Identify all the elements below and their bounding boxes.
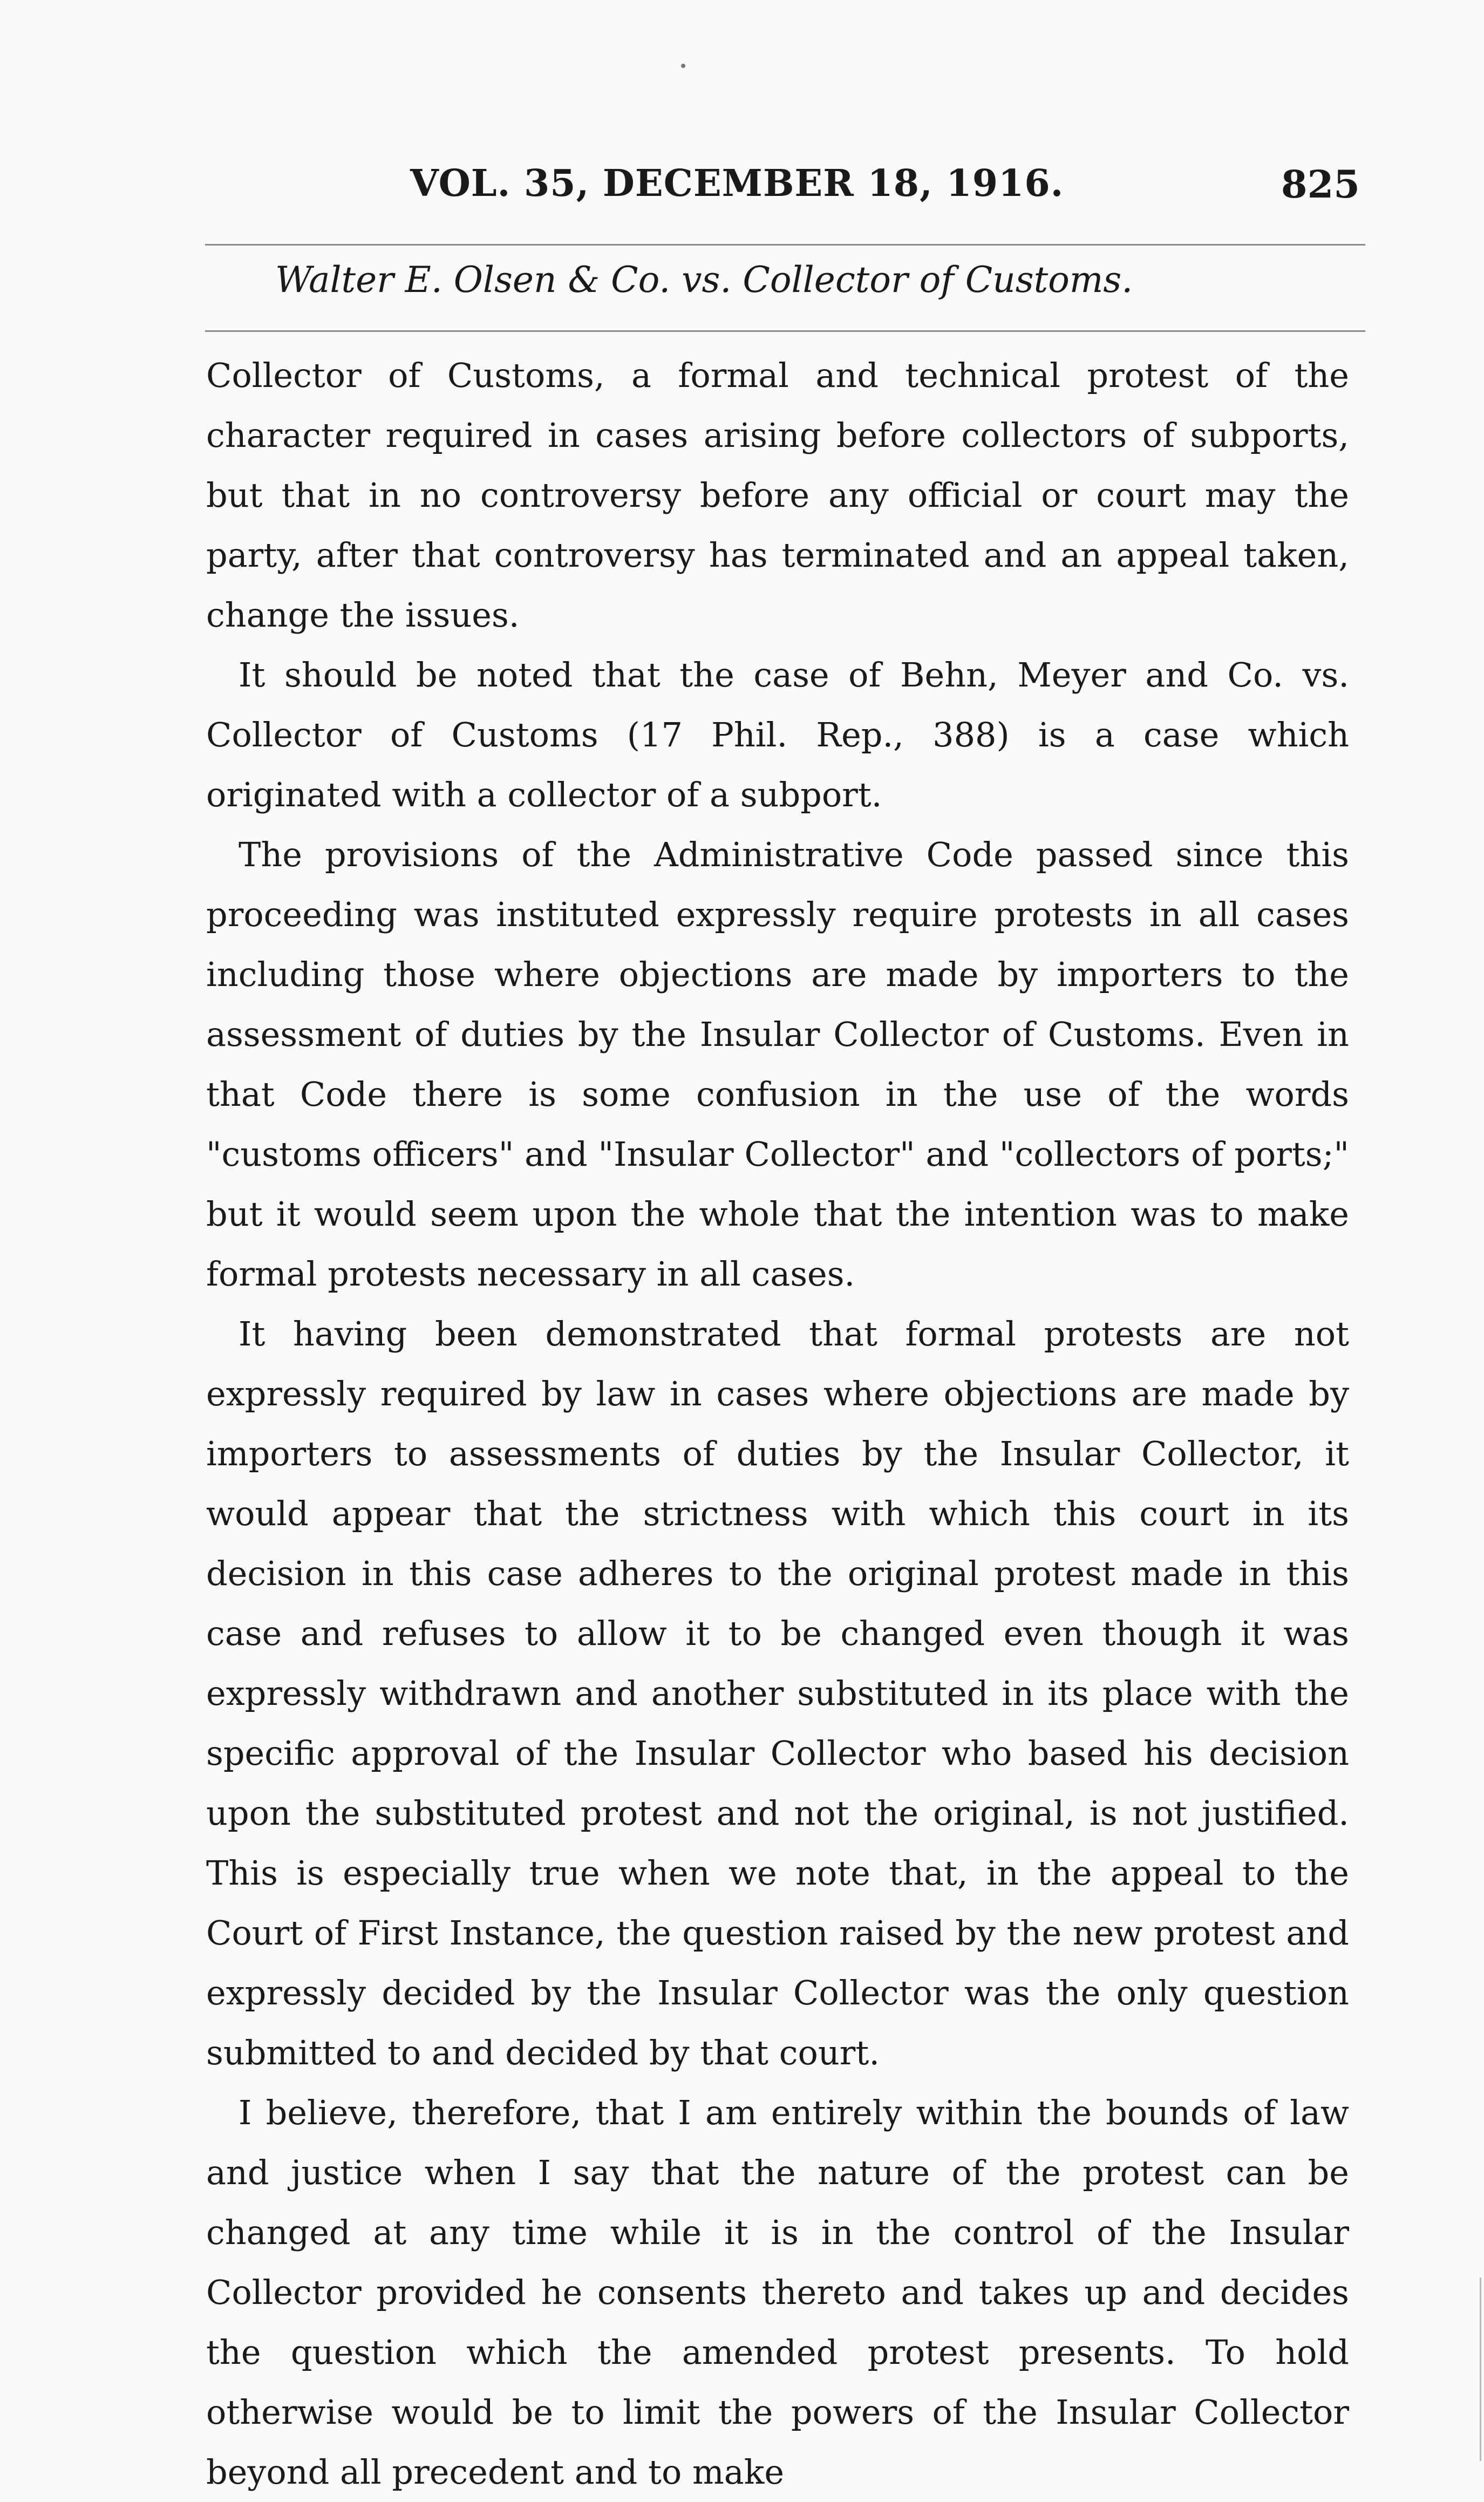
paragraph: Collector of Customs, a formal and technical protest of the character required in cases arising before collectors of subports, but that in no controversy before any official or court may the party, after that controversy has terminated and an appeal taken, change the issues.: [206, 356, 1349, 635]
paragraph: It having been demonstrated that formal protests are not expressly required by law in cases where objections are made by importers to assessments of duties by the Insular Collector, it would appear that the strictness with which this court in its decision in this case adheres to the original protest made in this case and refuses to allow it to be changed even though it was expressly withdrawn and another substituted in its place with the specific approval of the Insular Collector who based his decision upon the substituted protest and not the original, is not justified. This is especially true when we note that, in the appeal to the Court of First Instance, the question raised by the new protest and expressly decided by the Insular Collector was the only question submitted to and decided by that court.: [206, 1314, 1349, 2072]
header-rule-bottom: [205, 330, 1365, 332]
running-header: [194, 162, 1371, 248]
paragraph: It should be noted that the case of Behn, Meyer and Co. vs. Collector of Customs (17 Phil. Rep., 388) is a case which originated with a collector of a subport.: [206, 655, 1349, 814]
paragraph: I believe, therefore, that I am entirely within the bounds of law and justice when I say that the nature of the protest can be changed at any time while it is in the control of the Insular Collector provided he consents thereto and takes up and decides the question which the amended protest presents. To hold otherwise would be to limit the powers of the Insular Collector beyond all precedent and to make: [206, 2093, 1349, 2492]
scan-speck: [681, 64, 685, 68]
case-title: Walter E. Olsen & Co. vs. Collector of Customs.: [275, 259, 1133, 301]
paragraph: The provisions of the Administrative Code passed since this proceeding was instituted expressly require protests in all cases including those where objections are made by importers to the assessment of duties by the Insular Collector of Customs. Even in that Code there is some confusion in the use of the words "customs officers" and "Insular Collector" and "collectors of ports;" but it would seem upon the whole that the intention was to make formal protests necessary in all cases.: [206, 835, 1349, 1294]
header-rule-top: [205, 244, 1365, 246]
volume-date: VOL. 35, DECEMBER 18, 1916.: [410, 162, 1064, 205]
body-text: [206, 345, 1349, 2502]
page-number: 825: [1281, 162, 1360, 207]
page-edge-shadow: [1480, 2277, 1481, 2461]
